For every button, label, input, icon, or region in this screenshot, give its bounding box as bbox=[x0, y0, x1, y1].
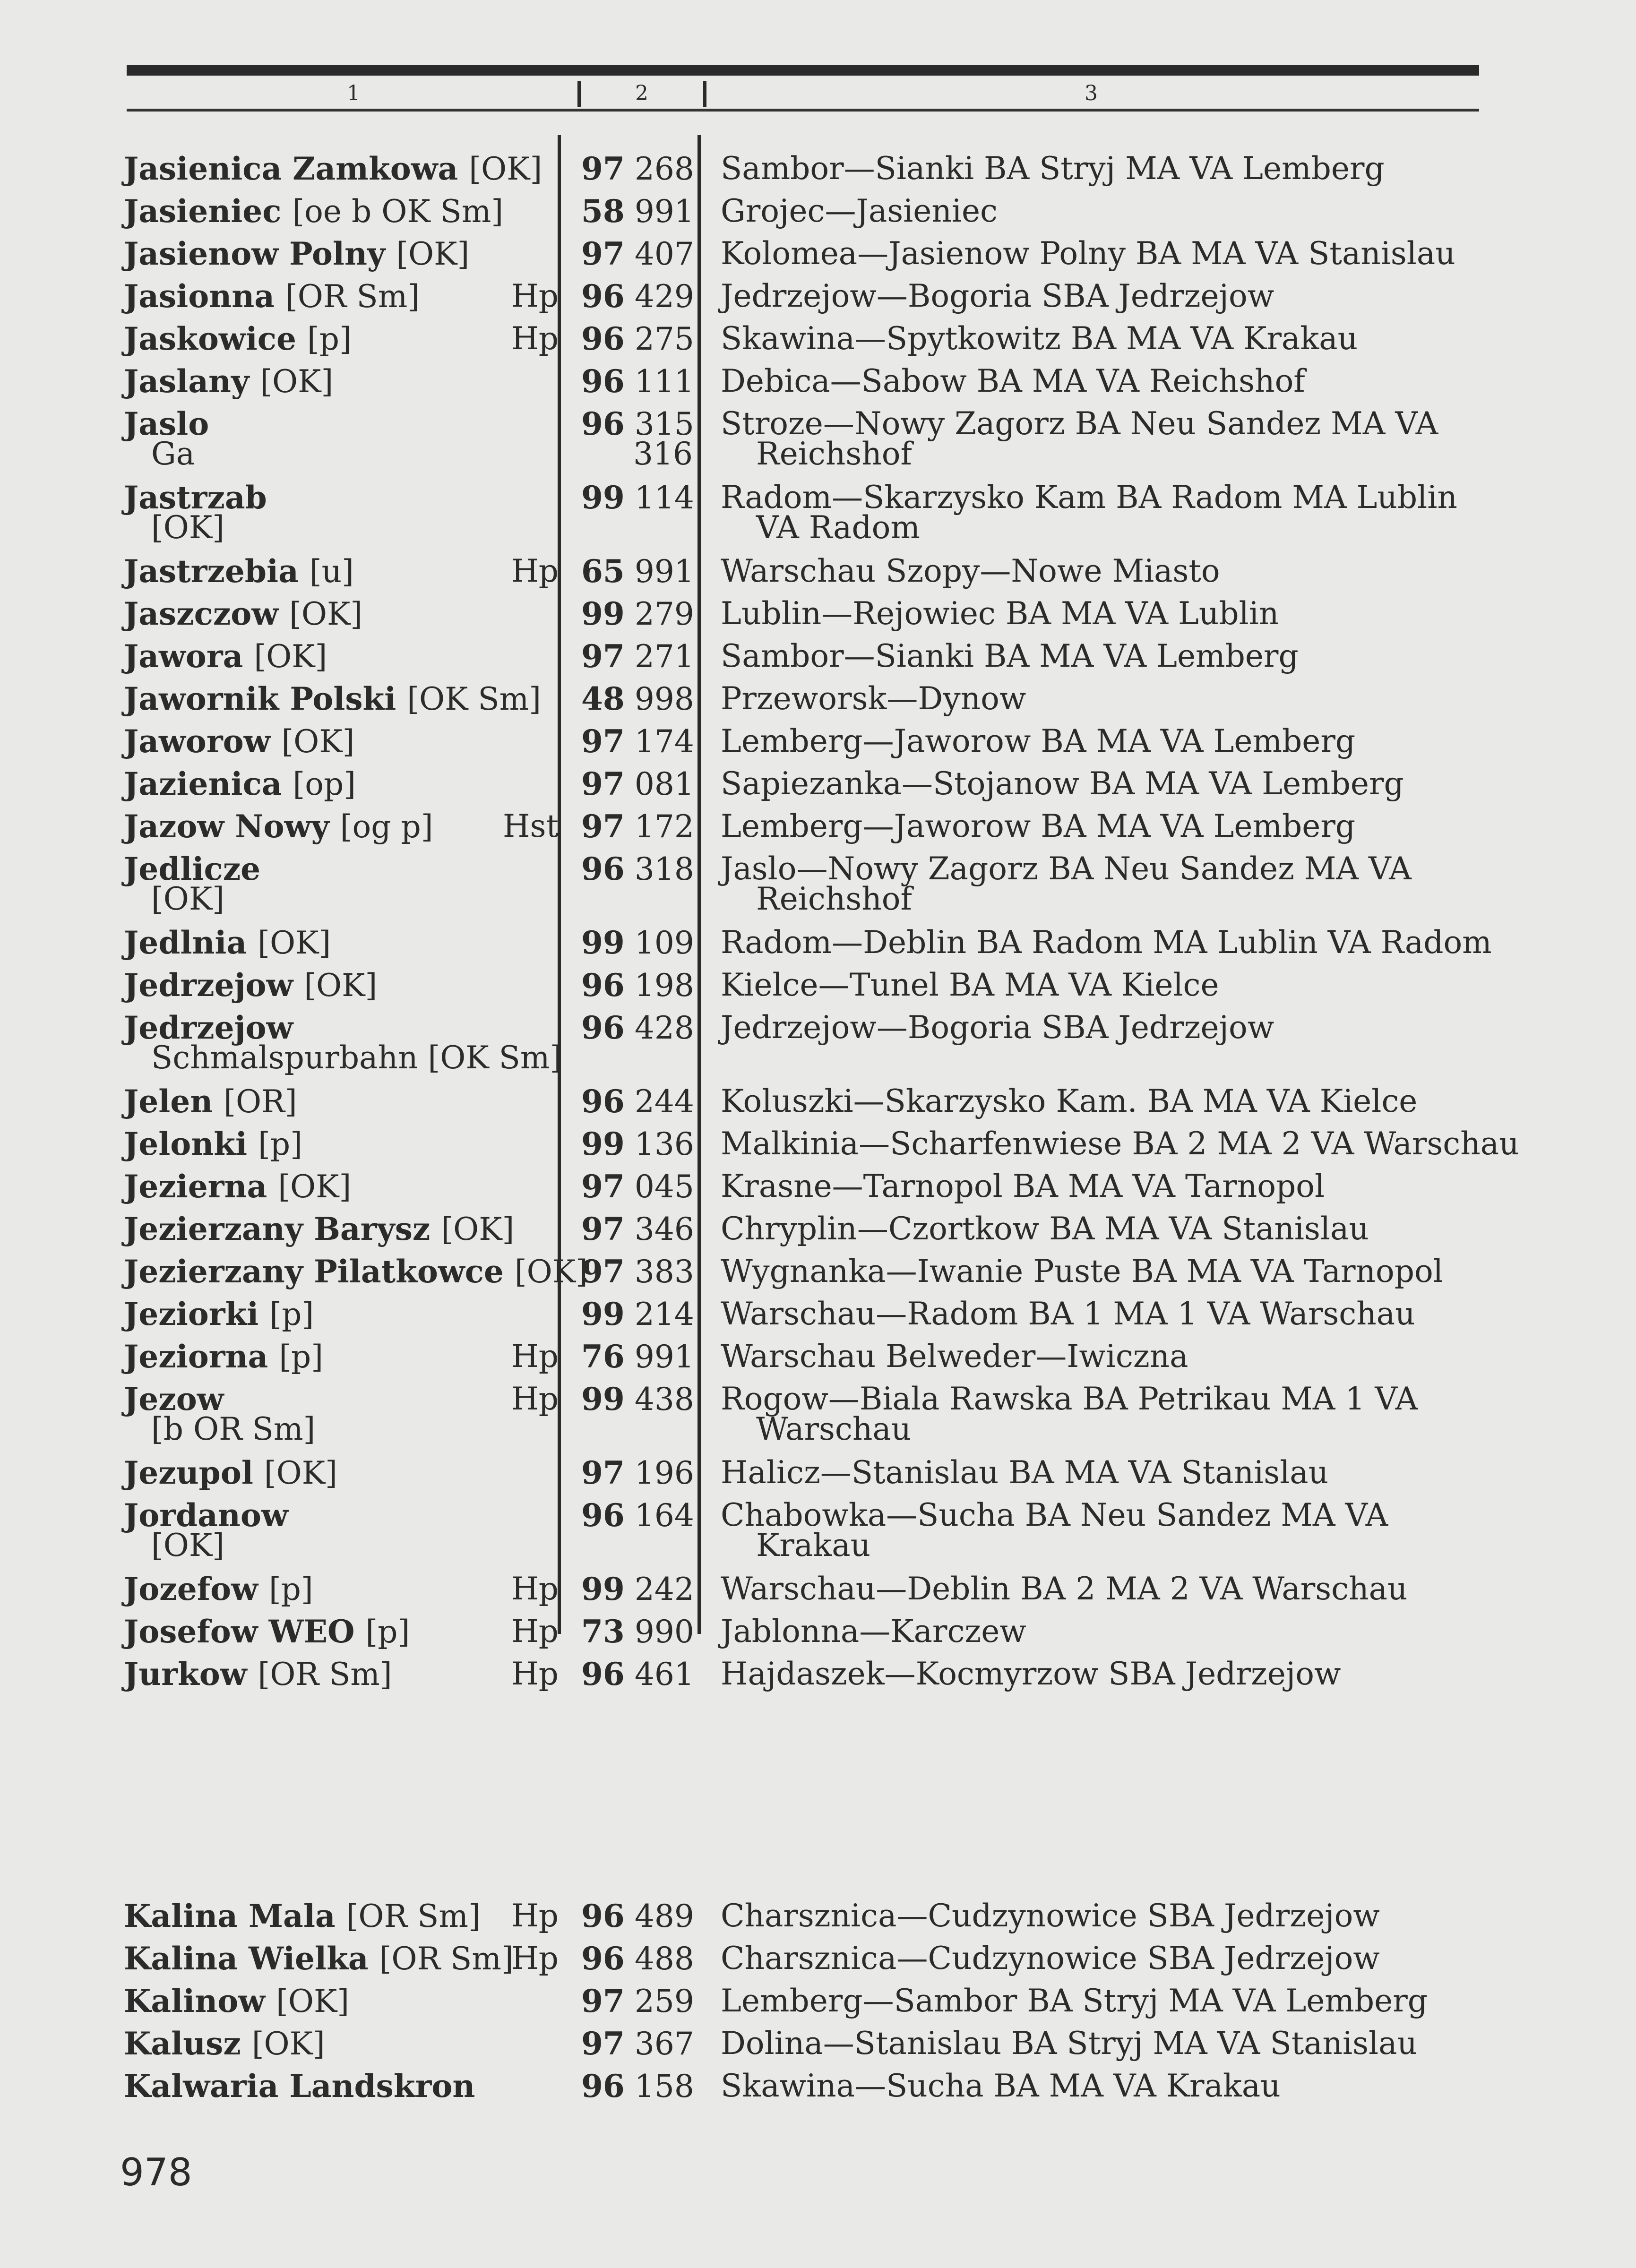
station-number-suffix: 489 bbox=[634, 1898, 694, 1934]
station-number-prefix: 97 bbox=[581, 765, 625, 802]
route-description: Warschau Szopy—Nowe Miasto bbox=[721, 553, 1220, 589]
route-description: Grojec—Jasieniec bbox=[721, 193, 998, 229]
station-number bbox=[581, 190, 693, 232]
station-name bbox=[124, 1895, 481, 1937]
station-name bbox=[124, 1250, 588, 1293]
station-code: [p] bbox=[269, 1296, 314, 1332]
station-number-suffix: 114 bbox=[634, 480, 694, 516]
station-name-text: Jedrzejow bbox=[124, 967, 293, 1004]
station-number-suffix: 268 bbox=[634, 151, 694, 187]
station-type: Hp bbox=[511, 1571, 559, 1607]
station-number bbox=[581, 964, 693, 1006]
route-description: Jedrzejow—Bogoria SBA Jedrzejow bbox=[721, 1009, 1274, 1046]
route-description: Warschau—Deblin BA 2 MA 2 VA Warschau bbox=[721, 1571, 1408, 1607]
station-name bbox=[124, 2022, 325, 2065]
station-type: Hp bbox=[511, 1381, 559, 1417]
route-description: Hajdaszek—Kocmyrzow SBA Jedrzejow bbox=[721, 1656, 1341, 1692]
station-code: [u] bbox=[309, 553, 354, 590]
station-name-text: Jurkow bbox=[124, 1656, 247, 1692]
station-name bbox=[124, 1980, 349, 2022]
station-code: [OK] bbox=[251, 2026, 325, 2062]
station-number-prefix: 96 bbox=[581, 1083, 625, 1120]
station-name-text: Kalina Mala bbox=[124, 1898, 336, 1934]
station-name-text: Jawornik Polski bbox=[124, 680, 396, 717]
station-code: [OK] bbox=[441, 1211, 515, 1247]
station-name bbox=[124, 1937, 514, 1980]
station-number-prefix: 96 bbox=[581, 2068, 625, 2105]
route-description: Skawina—Sucha BA MA VA Krakau bbox=[721, 2068, 1281, 2104]
station-number-prefix: 96 bbox=[581, 278, 625, 315]
station-number bbox=[581, 635, 693, 678]
station-number-prefix: 97 bbox=[581, 723, 625, 760]
station-code: [OK] bbox=[276, 1983, 350, 2019]
station-number bbox=[581, 232, 693, 275]
station-name bbox=[124, 1335, 323, 1378]
station-number bbox=[581, 678, 693, 720]
route-description: Skawina—Spytkowitz BA MA VA Krakau bbox=[721, 320, 1358, 357]
route-description-continued: VA Radom bbox=[756, 509, 920, 546]
station-number-suffix: 198 bbox=[634, 967, 694, 1004]
station-type: Hp bbox=[511, 1940, 559, 1976]
station-number-prefix: 96 bbox=[581, 363, 625, 400]
station-number-prefix: 96 bbox=[581, 1898, 625, 1934]
station-number-suffix: 214 bbox=[634, 1296, 694, 1332]
station-name bbox=[124, 635, 327, 678]
station-number-suffix: 279 bbox=[634, 596, 694, 632]
station-number bbox=[581, 1378, 693, 1420]
station-name bbox=[124, 232, 469, 275]
station-number-suffix: 428 bbox=[634, 1010, 694, 1046]
route-description: Jablonna—Karczew bbox=[721, 1613, 1026, 1649]
station-number-suffix: 242 bbox=[634, 1571, 694, 1607]
station-name bbox=[124, 720, 354, 763]
route-description: Sapiezanka—Stojanow BA MA VA Lemberg bbox=[721, 765, 1404, 802]
station-name bbox=[124, 1208, 514, 1250]
station-number bbox=[581, 1080, 693, 1123]
station-number bbox=[581, 1980, 693, 2022]
station-name-text: Jastrzab bbox=[124, 479, 267, 516]
station-number bbox=[581, 1165, 693, 1208]
route-description: Krasne—Tarnopol BA MA VA Tarnopol bbox=[721, 1168, 1325, 1204]
station-number-prefix: 96 bbox=[581, 967, 625, 1004]
station-name-text: Jezierna bbox=[124, 1168, 267, 1205]
station-name bbox=[124, 1610, 410, 1653]
station-name-text: Kalusz bbox=[124, 2025, 241, 2062]
station-name-text: Jastrzebia bbox=[124, 553, 299, 590]
station-name bbox=[124, 921, 331, 964]
station-number-suffix: 164 bbox=[634, 1497, 694, 1534]
station-code: [p] bbox=[258, 1126, 302, 1162]
route-description: Kielce—Tunel BA MA VA Kielce bbox=[721, 967, 1219, 1003]
station-number-suffix: 111 bbox=[634, 363, 694, 400]
route-description: Dolina—Stanislau BA Stryj MA VA Stanislau bbox=[721, 2025, 1417, 2062]
station-number-prefix: 65 bbox=[581, 553, 625, 590]
station-code: [OR Sm] bbox=[346, 1898, 481, 1934]
station-code: [p] bbox=[365, 1614, 410, 1650]
route-description: Malkinia—Scharfenwiese BA 2 MA 2 VA Warschau bbox=[721, 1125, 1519, 1162]
station-number bbox=[581, 1208, 693, 1250]
station-number-prefix: 97 bbox=[581, 1211, 625, 1247]
station-type: Hp bbox=[511, 1338, 559, 1375]
station-name bbox=[124, 678, 541, 720]
station-code: [OK] bbox=[304, 967, 378, 1004]
station-name-text: Jaworow bbox=[124, 723, 271, 760]
station-number bbox=[581, 848, 693, 890]
station-number bbox=[581, 275, 693, 318]
station-code: [OK] bbox=[514, 1254, 588, 1290]
station-number-prefix: 96 bbox=[581, 1940, 625, 1977]
station-name-text: Josefow WEO bbox=[124, 1613, 355, 1650]
route-description: Sambor—Sianki BA Stryj MA VA Lemberg bbox=[721, 150, 1385, 187]
station-number bbox=[581, 360, 693, 403]
route-description: Lemberg—Sambor BA Stryj MA VA Lemberg bbox=[721, 1983, 1428, 2019]
station-name-text: Jelonki bbox=[124, 1125, 248, 1162]
station-name-text: Kalinow bbox=[124, 1983, 266, 2019]
station-number bbox=[581, 1250, 693, 1293]
station-number bbox=[581, 1937, 693, 1980]
station-name bbox=[124, 1568, 313, 1610]
station-number bbox=[581, 593, 693, 635]
header-rule-thick bbox=[127, 65, 1479, 76]
station-name-continued: [b OR Sm] bbox=[151, 1411, 316, 1447]
route-description-continued: Krakau bbox=[756, 1527, 871, 1564]
station-code: [OK] bbox=[254, 638, 327, 675]
station-name-text: Jasieniec bbox=[124, 193, 282, 230]
station-name bbox=[124, 1080, 297, 1123]
station-number-prefix: 76 bbox=[581, 1338, 625, 1375]
station-number-prefix: 96 bbox=[581, 850, 625, 887]
station-number-prefix: 97 bbox=[581, 1253, 625, 1290]
station-type: Hp bbox=[511, 1613, 559, 1649]
station-number-prefix: 99 bbox=[581, 479, 625, 516]
station-number-suffix: 172 bbox=[634, 808, 694, 845]
station-number-prefix: 48 bbox=[581, 680, 625, 717]
station-number bbox=[581, 1895, 693, 1937]
station-number-prefix: 97 bbox=[581, 235, 625, 272]
station-name-continued: [OK] bbox=[151, 509, 224, 546]
station-number-prefix: 99 bbox=[581, 1381, 625, 1418]
station-type: Hp bbox=[511, 278, 559, 314]
station-number bbox=[581, 1452, 693, 1494]
station-number-suffix: 429 bbox=[634, 278, 694, 315]
station-number-suffix: 318 bbox=[634, 851, 694, 887]
station-number-prefix: 96 bbox=[581, 1497, 625, 1534]
header-divider-1 bbox=[577, 81, 581, 107]
route-description: Debica—Sabow BA MA VA Reichshof bbox=[721, 363, 1305, 399]
station-number-suffix: 991 bbox=[634, 1339, 694, 1375]
station-number-suffix: 244 bbox=[634, 1083, 694, 1120]
station-number bbox=[581, 1293, 693, 1335]
station-number-suffix: 136 bbox=[634, 1126, 694, 1162]
station-name-text: Jasienica Zamkowa bbox=[124, 150, 458, 187]
station-name-text: Jazow Nowy bbox=[124, 808, 329, 845]
route-description: Radom—Skarzysko Kam BA Radom MA Lublin bbox=[721, 479, 1457, 515]
station-number-suffix: 045 bbox=[634, 1168, 694, 1205]
station-number-suffix: 991 bbox=[634, 553, 694, 590]
page-number: 978 bbox=[120, 2150, 192, 2194]
station-number-prefix: 96 bbox=[581, 1656, 625, 1692]
station-name bbox=[124, 147, 542, 190]
station-number-prefix: 97 bbox=[581, 2025, 625, 2062]
station-number bbox=[581, 147, 693, 190]
route-description-continued: Reichshof bbox=[756, 881, 912, 917]
station-number-suffix: 109 bbox=[634, 925, 694, 961]
station-number-suffix: 271 bbox=[634, 638, 694, 675]
station-number bbox=[581, 1494, 693, 1537]
station-name bbox=[124, 805, 433, 848]
station-number-suffix: 346 bbox=[634, 1211, 694, 1247]
column-header-1: 1 bbox=[347, 81, 360, 105]
station-number-suffix: 174 bbox=[634, 723, 694, 760]
station-name-text: Jedlicze bbox=[124, 850, 261, 887]
route-description: Jaslo—Nowy Zagorz BA Neu Sandez MA VA bbox=[721, 850, 1412, 887]
station-name-continued: [OK] bbox=[151, 1527, 224, 1564]
route-description-continued: Warschau bbox=[756, 1411, 912, 1447]
station-number-suffix: 081 bbox=[634, 766, 694, 802]
route-description: Sambor—Sianki BA MA VA Lemberg bbox=[721, 638, 1299, 674]
station-name-text: Jaszczow bbox=[124, 595, 279, 632]
route-description: Charsznica—Cudzynowice SBA Jedrzejow bbox=[721, 1940, 1380, 1976]
station-number-prefix: 97 bbox=[581, 638, 625, 675]
station-number bbox=[581, 720, 693, 763]
station-name bbox=[124, 2065, 475, 2107]
station-name-text: Jasienow Polny bbox=[124, 235, 386, 272]
route-description: Chryplin—Czortkow BA MA VA Stanislau bbox=[721, 1211, 1369, 1247]
route-description: Charsznica—Cudzynowice SBA Jedrzejow bbox=[721, 1898, 1380, 1934]
route-description: Radom—Deblin BA Radom MA Lublin VA Radom bbox=[721, 924, 1492, 961]
station-code: [OR Sm] bbox=[379, 1941, 514, 1977]
station-name-text: Jazienica bbox=[124, 765, 282, 802]
station-number-suffix: 407 bbox=[634, 236, 694, 272]
route-description: Halicz—Stanislau BA MA VA Stanislau bbox=[721, 1454, 1329, 1491]
station-code: [OR] bbox=[224, 1083, 297, 1120]
station-number-suffix: 461 bbox=[634, 1656, 694, 1692]
station-number-suffix: 991 bbox=[634, 193, 694, 230]
station-code: [p] bbox=[279, 1339, 324, 1375]
station-name-text: Jawora bbox=[124, 638, 243, 675]
station-number bbox=[581, 763, 693, 805]
station-number bbox=[581, 1653, 693, 1695]
station-name-text: Jezupol bbox=[124, 1454, 253, 1491]
station-type: Hp bbox=[511, 553, 559, 589]
station-number-prefix: 99 bbox=[581, 924, 625, 961]
station-number bbox=[581, 805, 693, 848]
station-number-suffix: 367 bbox=[634, 2026, 694, 2062]
station-name-text: Jozefow bbox=[124, 1571, 258, 1607]
station-number-prefix: 73 bbox=[581, 1613, 625, 1650]
station-name-text: Jedrzejow bbox=[124, 1009, 293, 1046]
route-description: Warschau Belweder—Iwiczna bbox=[721, 1338, 1188, 1375]
station-number-continued: 316 bbox=[633, 436, 693, 472]
station-number bbox=[581, 1335, 693, 1378]
station-number bbox=[581, 1568, 693, 1610]
station-number-prefix: 97 bbox=[581, 1454, 625, 1491]
station-number-suffix: 488 bbox=[634, 1941, 694, 1977]
station-number-suffix: 998 bbox=[634, 681, 694, 717]
station-name bbox=[124, 763, 356, 805]
station-number-suffix: 158 bbox=[634, 2068, 694, 2105]
station-code: [OK] bbox=[264, 1455, 337, 1491]
station-number-prefix: 97 bbox=[581, 150, 625, 187]
station-name-text: Jezierzany Pilatkowce bbox=[124, 1253, 504, 1290]
station-number bbox=[581, 1610, 693, 1653]
station-type: Hp bbox=[511, 320, 559, 357]
station-name bbox=[124, 964, 377, 1006]
station-code: [OR Sm] bbox=[258, 1656, 392, 1692]
station-name bbox=[124, 1293, 314, 1335]
station-code: [OK] bbox=[469, 151, 542, 187]
station-number-suffix: 990 bbox=[634, 1614, 694, 1650]
station-name-text: Jelen bbox=[124, 1083, 213, 1120]
station-number bbox=[581, 476, 693, 519]
route-description: Wygnanka—Iwanie Puste BA MA VA Tarnopol bbox=[721, 1253, 1443, 1289]
route-description: Rogow—Biala Rawska BA Petrikau MA 1 VA bbox=[721, 1381, 1418, 1417]
station-number-suffix: 196 bbox=[634, 1455, 694, 1491]
station-number-prefix: 99 bbox=[581, 1296, 625, 1332]
route-description: Kolomea—Jasienow Polny BA MA VA Stanislau bbox=[721, 235, 1455, 272]
station-name bbox=[124, 190, 503, 232]
station-code: [OK] bbox=[396, 236, 470, 272]
station-number-prefix: 99 bbox=[581, 1125, 625, 1162]
station-name-text: Jeziorna bbox=[124, 1338, 268, 1375]
station-number bbox=[581, 550, 693, 593]
station-name-continued: Schmalspurbahn [OK Sm] bbox=[151, 1040, 562, 1076]
header-divider-2 bbox=[703, 81, 706, 107]
station-number-suffix: 275 bbox=[634, 321, 694, 357]
station-number bbox=[581, 1006, 693, 1049]
route-description: Lublin—Rejowiec BA MA VA Lublin bbox=[721, 595, 1279, 632]
station-number-prefix: 97 bbox=[581, 1168, 625, 1205]
column-divider-2 bbox=[697, 135, 701, 1634]
station-number-prefix: 58 bbox=[581, 193, 625, 230]
station-code: [oe b OK Sm] bbox=[292, 193, 504, 230]
station-name-text: Jaskowice bbox=[124, 320, 296, 357]
station-name-text: Jaslo bbox=[124, 405, 209, 442]
station-code: [OK] bbox=[281, 723, 355, 760]
station-number-suffix: 438 bbox=[634, 1381, 694, 1418]
station-number bbox=[581, 1123, 693, 1165]
station-number-suffix: 315 bbox=[634, 406, 694, 442]
station-code: [og p] bbox=[340, 808, 433, 845]
station-code: [OR Sm] bbox=[285, 278, 420, 315]
station-number-prefix: 99 bbox=[581, 1571, 625, 1607]
station-name-text: Jezierzany Barysz bbox=[124, 1211, 431, 1247]
station-code: [p] bbox=[268, 1571, 313, 1607]
station-name bbox=[124, 318, 352, 360]
station-number-prefix: 99 bbox=[581, 595, 625, 632]
station-name bbox=[124, 360, 333, 403]
station-number-prefix: 97 bbox=[581, 808, 625, 845]
station-name bbox=[124, 1165, 351, 1208]
station-name-text: Jezow bbox=[124, 1381, 224, 1418]
station-name-text: Jordanow bbox=[124, 1497, 288, 1534]
route-description: Przeworsk—Dynow bbox=[721, 680, 1026, 717]
station-code: [OK] bbox=[289, 596, 363, 632]
route-description: Lemberg—Jaworow BA MA VA Lemberg bbox=[721, 808, 1356, 844]
station-number-suffix: 259 bbox=[634, 1983, 694, 2019]
station-name bbox=[124, 550, 354, 593]
station-number bbox=[581, 2065, 693, 2107]
route-description: Jedrzejow—Bogoria SBA Jedrzejow bbox=[721, 278, 1274, 314]
station-number-prefix: 96 bbox=[581, 405, 625, 442]
column-header-2: 2 bbox=[635, 81, 648, 105]
station-name-text: Jedlnia bbox=[124, 924, 247, 961]
station-type: Hp bbox=[511, 1656, 559, 1692]
station-name-text: Jaslany bbox=[124, 363, 250, 400]
station-type: Hst bbox=[503, 808, 559, 844]
station-number-prefix: 97 bbox=[581, 1983, 625, 2019]
route-description: Stroze—Nowy Zagorz BA Neu Sandez MA VA bbox=[721, 405, 1438, 442]
station-name bbox=[124, 1653, 392, 1695]
route-description: Warschau—Radom BA 1 MA 1 VA Warschau bbox=[721, 1296, 1415, 1332]
header-rule-thin bbox=[127, 109, 1479, 112]
station-number-suffix: 383 bbox=[634, 1254, 694, 1290]
station-name-text: Kalwaria Landskron bbox=[124, 2068, 475, 2105]
station-name-continued: [OK] bbox=[151, 881, 224, 917]
station-code: [OK] bbox=[278, 1168, 352, 1205]
station-code: [OK Sm] bbox=[407, 681, 541, 717]
station-number bbox=[581, 921, 693, 964]
station-name-text: Kalina Wielka bbox=[124, 1940, 369, 1977]
station-name bbox=[124, 1123, 302, 1165]
station-type: Hp bbox=[511, 1898, 559, 1934]
station-name-continued: Ga bbox=[151, 436, 195, 472]
station-number bbox=[581, 318, 693, 360]
station-number bbox=[581, 2022, 693, 2065]
station-code: [OK] bbox=[260, 363, 334, 400]
station-name-text: Jeziorki bbox=[124, 1296, 259, 1332]
station-code: [OK] bbox=[258, 925, 331, 961]
station-code: [p] bbox=[307, 321, 352, 357]
route-description: Koluszki—Skarzysko Kam. BA MA VA Kielce bbox=[721, 1083, 1418, 1119]
station-code: [op] bbox=[293, 766, 356, 802]
station-name-text: Jasionna bbox=[124, 278, 275, 315]
station-name bbox=[124, 275, 420, 318]
station-name bbox=[124, 593, 362, 635]
station-number-prefix: 96 bbox=[581, 320, 625, 357]
route-description: Chabowka—Sucha BA Neu Sandez MA VA bbox=[721, 1497, 1388, 1533]
station-name bbox=[124, 1452, 337, 1494]
route-description-continued: Reichshof bbox=[756, 436, 912, 472]
station-number-prefix: 96 bbox=[581, 1009, 625, 1046]
route-description: Lemberg—Jaworow BA MA VA Lemberg bbox=[721, 723, 1356, 759]
column-header-3: 3 bbox=[1085, 81, 1098, 105]
